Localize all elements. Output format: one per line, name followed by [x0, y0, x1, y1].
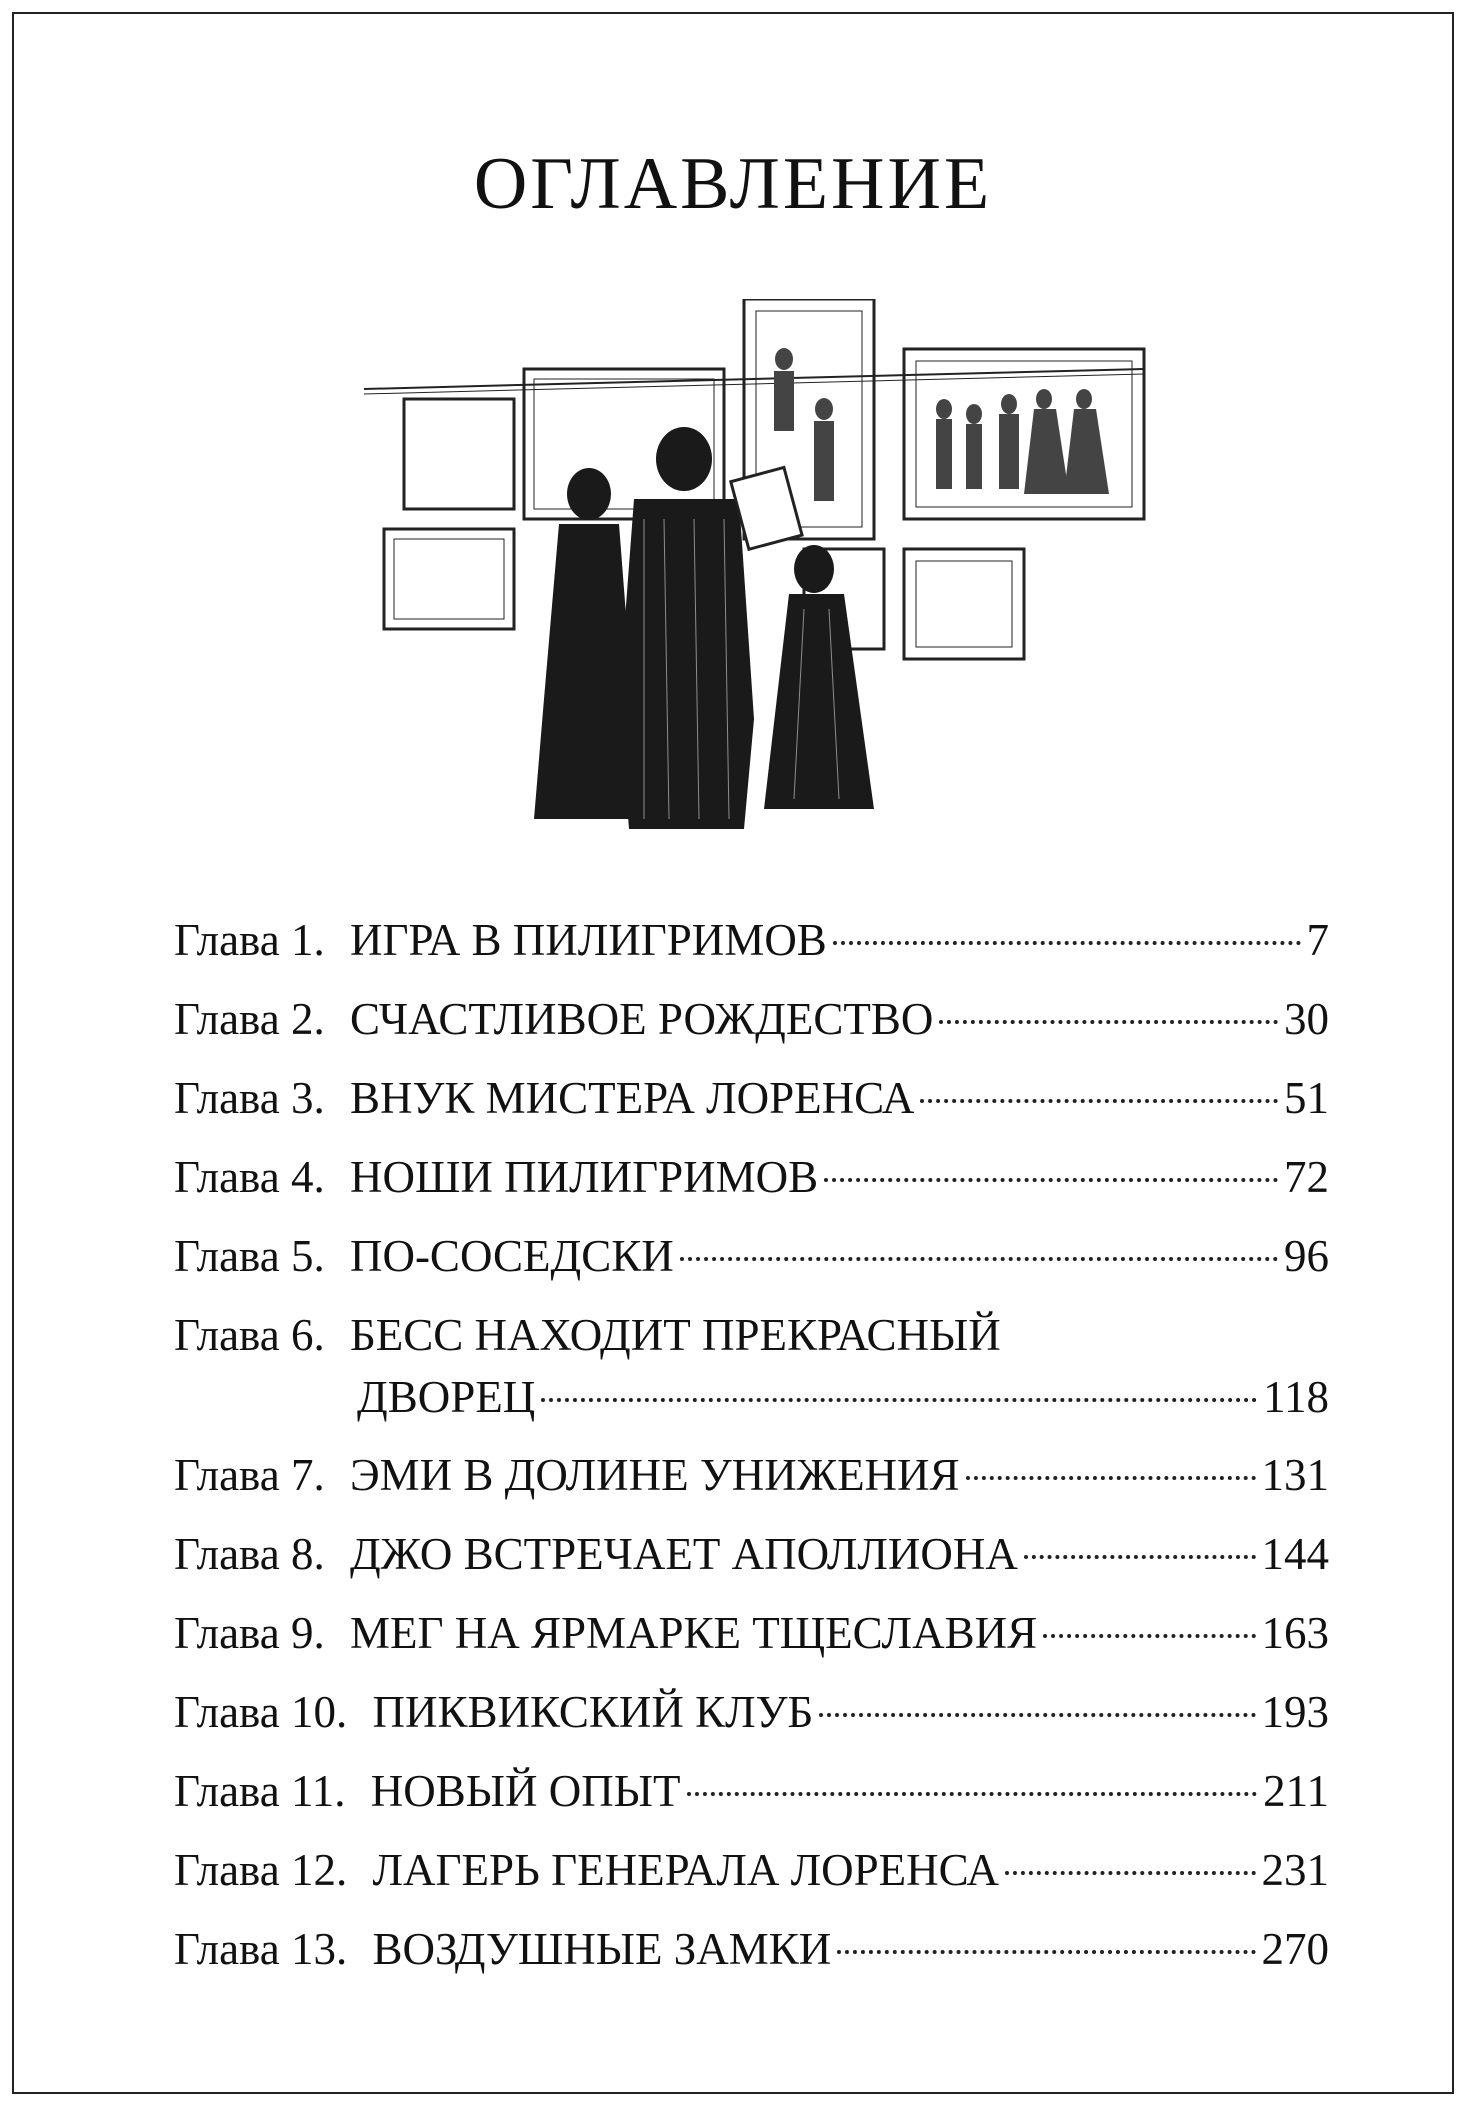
page-number: 118 — [1263, 1372, 1329, 1422]
toc-entry[interactable] — [174, 914, 1329, 993]
chapter-title-continued: ДВОРЕЦ — [357, 1372, 536, 1422]
toc-entry[interactable] — [174, 1844, 1329, 1923]
dot-leader — [833, 941, 1301, 945]
page-number: 72 — [1284, 1152, 1329, 1202]
dot-leader — [1043, 1634, 1255, 1638]
table-of-contents — [174, 914, 1329, 2002]
toc-entry[interactable] — [174, 1765, 1329, 1844]
page-number: 96 — [1284, 1231, 1329, 1281]
chapter-title: ВНУК МИСТЕРА ЛОРЕНСА — [349, 1073, 915, 1123]
dot-leader — [939, 1020, 1278, 1024]
chapter-label: Глава 2. — [174, 994, 325, 1044]
dot-leader — [837, 1950, 1255, 1954]
chapter-label: Глава 8. — [174, 1529, 325, 1579]
chapter-label: Глава 4. — [174, 1152, 325, 1202]
toc-entry[interactable] — [174, 1607, 1329, 1686]
page-number: 51 — [1284, 1073, 1329, 1123]
toc-entry[interactable] — [174, 1449, 1329, 1528]
page-number: 231 — [1261, 1845, 1329, 1895]
toc-entry[interactable] — [174, 1151, 1329, 1230]
dot-leader — [541, 1398, 1257, 1402]
dot-leader — [920, 1099, 1278, 1103]
chapter-title: ВОЗДУШНЫЕ ЗАМКИ — [372, 1924, 832, 1974]
toc-entry[interactable] — [174, 1686, 1329, 1765]
page-number: 7 — [1306, 915, 1329, 965]
page-number: 211 — [1263, 1766, 1329, 1816]
toc-entry[interactable] — [174, 1230, 1329, 1309]
chapter-label: Глава 1. — [174, 915, 325, 965]
chapter-title: НОВЫЙ ОПЫТ — [370, 1766, 681, 1816]
toc-entry[interactable] — [174, 1528, 1329, 1607]
page-number: 144 — [1261, 1529, 1329, 1579]
dot-leader — [1005, 1871, 1256, 1875]
dot-leader — [680, 1257, 1278, 1261]
page-frame — [12, 12, 1454, 2094]
page-number: 163 — [1261, 1608, 1329, 1658]
chapter-title: НОШИ ПИЛИГРИМОВ — [349, 1152, 819, 1202]
page-title: ОГЛАВЛЕНИЕ — [473, 143, 993, 225]
page-number: 193 — [1261, 1687, 1329, 1737]
chapter-label: Глава 3. — [174, 1073, 325, 1123]
toc-entry[interactable] — [174, 1923, 1329, 2002]
chapter-title: БЕСС НАХОДИТ ПРЕКРАСНЫЙ — [349, 1310, 1001, 1360]
page-number: 131 — [1261, 1450, 1329, 1500]
gallery-illustration — [344, 299, 1164, 829]
chapter-title: СЧАСТЛИВОЕ РОЖДЕСТВО — [349, 994, 934, 1044]
chapter-label: Глава 5. — [174, 1231, 325, 1281]
chapter-title: ИГРА В ПИЛИГРИМОВ — [349, 915, 827, 965]
toc-entry[interactable] — [174, 993, 1329, 1072]
chapter-title: ПО-СОСЕДСКИ — [349, 1231, 674, 1281]
dot-leader — [824, 1178, 1278, 1182]
dot-leader — [819, 1713, 1255, 1717]
dot-leader — [687, 1792, 1258, 1796]
chapter-label: Глава 10. — [174, 1687, 348, 1737]
chapter-label: Глава 7. — [174, 1450, 325, 1500]
chapter-label: Глава 9. — [174, 1608, 325, 1658]
toc-entry[interactable] — [174, 1072, 1329, 1151]
toc-entry[interactable] — [174, 1309, 1329, 1449]
page-number: 30 — [1284, 994, 1329, 1044]
chapter-title: ДЖО ВСТРЕЧАЕТ АПОЛЛИОНА — [349, 1529, 1018, 1579]
chapter-label: Глава 12. — [174, 1845, 348, 1895]
chapter-label: Глава 13. — [174, 1924, 348, 1974]
chapter-title: ЭМИ В ДОЛИНЕ УНИЖЕНИЯ — [349, 1450, 960, 1500]
dot-leader — [966, 1476, 1256, 1480]
dot-leader — [1024, 1555, 1256, 1559]
chapter-title: ПИКВИКСКИЙ КЛУБ — [372, 1687, 814, 1737]
page-number: 270 — [1261, 1924, 1329, 1974]
chapter-title: МЕГ НА ЯРМАРКЕ ТЩЕСЛАВИЯ — [349, 1608, 1038, 1658]
chapter-label: Глава 6. — [174, 1310, 325, 1360]
chapter-label: Глава 11. — [174, 1766, 346, 1816]
chapter-title: ЛАГЕРЬ ГЕНЕРАЛА ЛОРЕНСА — [372, 1845, 999, 1895]
